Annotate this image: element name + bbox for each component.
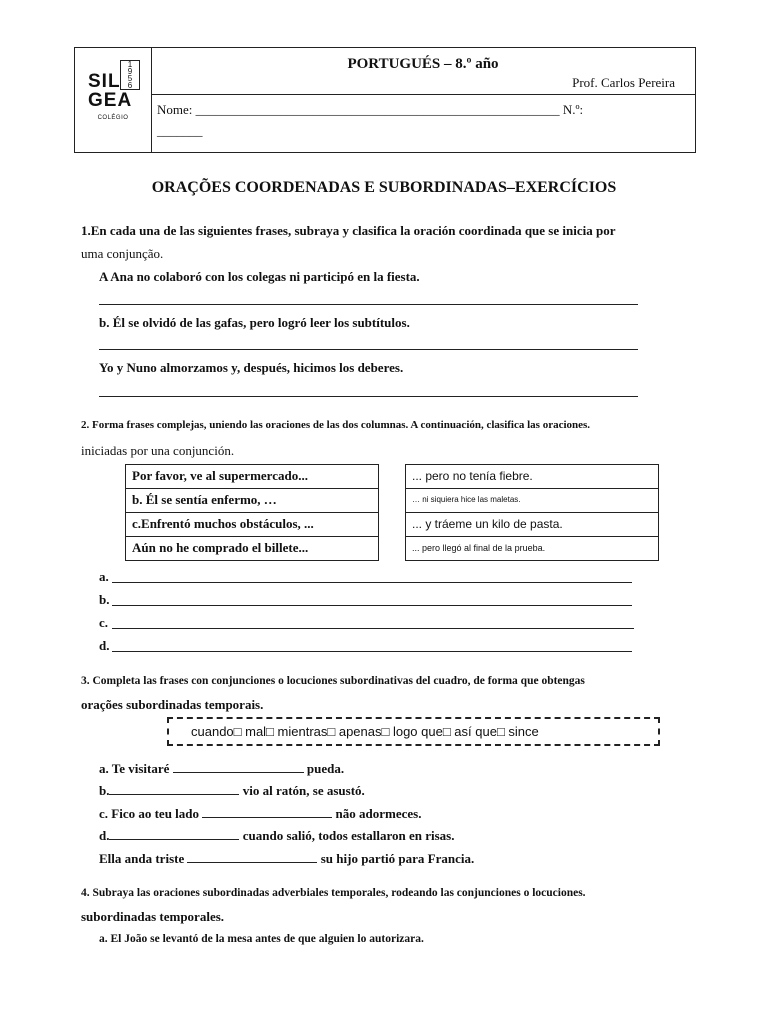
ex1-item: Yo y Nuno almorzamos y, después, hicimos los deberes. xyxy=(99,360,404,375)
ex3-item-end: pueda. xyxy=(303,761,345,776)
subject-title: PORTUGUÉS – 8.º año xyxy=(347,56,499,72)
teacher-name: Prof. Carlos Pereira xyxy=(572,75,675,90)
ex4-instruction: 4. Subraya las oraciones subordinadas adverbiales temporales, rodeando las conjunciones o locuciones. xyxy=(81,887,586,899)
left-sentence: b. Él se sentía enfermo, … xyxy=(126,489,378,513)
ex1-instruction: 1.En cada una de las siguientes frases, subraya y clasifica la oración coordinada que se inicia por xyxy=(81,223,616,238)
ex3-item-end: su hijo partió para Francia. xyxy=(317,851,475,866)
answer-line[interactable] xyxy=(112,628,634,629)
header-box xyxy=(74,47,696,153)
ex3-item xyxy=(99,827,455,844)
answer-line[interactable] xyxy=(112,605,632,606)
right-column-table xyxy=(405,464,659,561)
answer-line[interactable] xyxy=(99,304,638,305)
ex2-answer-label: c. xyxy=(99,615,109,630)
logo-year-digit: 9 xyxy=(127,67,133,76)
ex1-item: A Ana no colaboró con los colegas ni participó en la fiesta. xyxy=(99,269,420,284)
fill-blank[interactable] xyxy=(187,850,317,863)
conjunctions-box: cuando□ mal□ mientras□ apenas□ logo que□ así que□ since xyxy=(167,717,660,746)
name-field-line[interactable]: Nome: ________________________________________________________ N.º: xyxy=(157,102,584,117)
ex1-instruction-cont: uma conjunção. xyxy=(81,246,164,261)
right-sentence: ... pero no tenía fiebre. xyxy=(406,465,658,489)
logo-year-digit: 5 xyxy=(127,74,133,83)
ex3-instruction: 3. Completa las frases con conjunciones o locuciones subordinativas del cuadro, de forma que obtengas xyxy=(81,675,585,687)
right-sentence: ... y tráeme un kilo de pasta. xyxy=(406,513,658,537)
ex4-item: a. El João se levantó de la mesa antes de que alguien lo autorizara. xyxy=(99,933,424,945)
fill-blank[interactable] xyxy=(109,827,239,840)
header-title-row xyxy=(151,48,695,95)
answer-line[interactable] xyxy=(99,349,638,350)
right-sentence: … ni siquiera hice las maletas. xyxy=(406,489,658,513)
logo-year-digit: 6 xyxy=(127,81,133,90)
ex2-answer-label: b. xyxy=(99,592,110,607)
ex3-item-end: não adormeces. xyxy=(332,806,422,821)
answer-line[interactable] xyxy=(112,651,632,652)
ex3-item-start: c. Fico ao teu lado xyxy=(99,806,203,821)
ex2-instruction-cont: iniciadas por una conjunción. xyxy=(81,443,235,458)
logo-year-digit: 1 xyxy=(127,60,133,69)
ex3-item xyxy=(99,850,474,867)
ex3-item-start: a. Te visitaré xyxy=(99,761,173,776)
right-sentence: ... pero llegó al final de la prueba. xyxy=(412,543,546,553)
ex3-item-end: vio al ratón, se asustó. xyxy=(239,783,365,798)
ex3-item-end: cuando salió, todos estallaron en risas. xyxy=(239,828,455,843)
logo-gea-text: GEA xyxy=(88,90,133,111)
fill-blank[interactable] xyxy=(202,805,332,818)
logo-year-box xyxy=(120,60,140,90)
ex2-instruction: 2. Forma frases complejas, uniendo las oraciones de las dos columnas. A continuación, clasifica las oraciones. xyxy=(81,419,591,431)
fill-blank[interactable] xyxy=(173,760,304,773)
page-title: ORAÇÕES COORDENADAS E SUBORDINADAS–EXERCÍCIOS xyxy=(151,179,617,196)
ex3-item xyxy=(99,782,365,799)
ex2-answer-label: a. xyxy=(99,569,109,584)
ex3-item xyxy=(99,805,421,822)
fill-blank[interactable] xyxy=(109,782,239,795)
ex3-item xyxy=(99,760,344,777)
ex3-item-start: b. xyxy=(99,783,110,798)
answer-line[interactable] xyxy=(99,396,638,397)
ex1-item: b. Él se olvidó de las gafas, pero logró leer los subtítulos. xyxy=(99,315,410,330)
left-sentence: Por favor, ve al supermercado... xyxy=(126,465,378,489)
left-column-table xyxy=(125,464,379,561)
logo-school-label: COLÉGIO xyxy=(97,115,129,121)
number-field-line[interactable]: _______ xyxy=(157,123,203,138)
ex3-instruction-cont: orações subordinadas temporais. xyxy=(81,697,264,712)
left-sentence: Aún no he comprado el billete... xyxy=(132,540,309,555)
ex2-answer-label: d. xyxy=(99,638,110,653)
logo-sil-text: SIL xyxy=(88,71,121,92)
ex3-item-start: d. xyxy=(99,828,110,843)
answer-line[interactable] xyxy=(112,582,632,583)
ex3-item-start: Ella anda triste xyxy=(99,851,188,866)
ex4-instruction-cont: subordinadas temporales. xyxy=(81,909,225,924)
school-logo xyxy=(75,48,152,152)
left-sentence: c.Enfrentó muchos obstáculos, ... xyxy=(126,513,378,537)
